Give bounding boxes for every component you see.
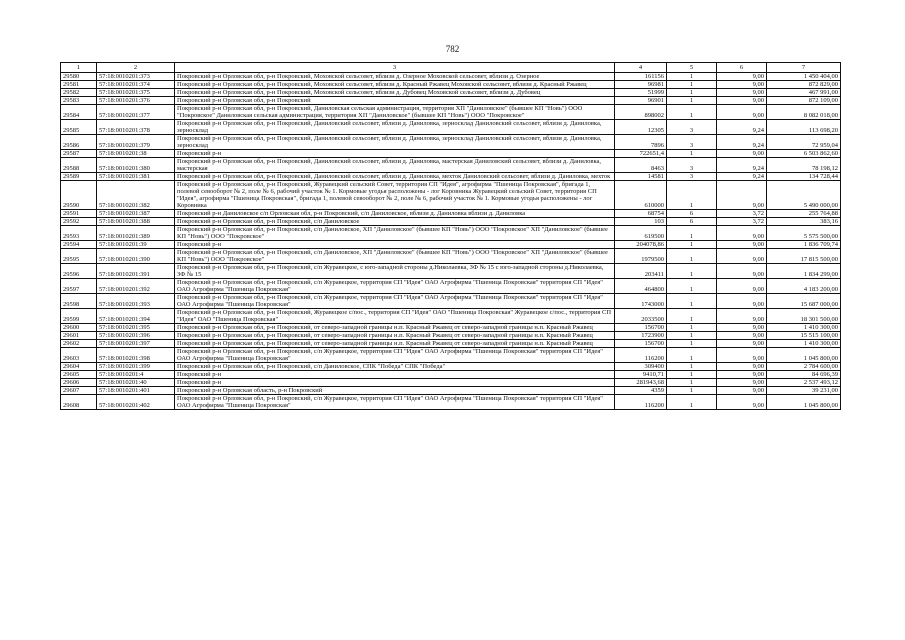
parcel-area: 51999 <box>615 89 667 97</box>
row-number: 29601 <box>61 332 97 340</box>
parcel-description: Покровский р-н Орловская обл, р-н Покровский, от северо-западной границы н.п. Красный Ржавец от северо-западной границы н.п. Красный Ржавец <box>175 324 615 332</box>
rate-value: 3,72 <box>717 218 767 226</box>
parcel-description: Покровский р-н Орловская обл, р-н Покровский, с/п Журавецкое, территория СП "Идея" ОАО Агрофирма "Пшеница Покровская" территория СП "Идея" ОАО Агрофирма "Пшеница Покровская" <box>175 279 615 294</box>
table-row <box>61 371 841 379</box>
parcel-area: 610000 <box>615 181 667 210</box>
cadastral-value: 15 687 000,00 <box>767 294 841 309</box>
parcel-area: 7896 <box>615 135 667 150</box>
table-row <box>61 181 841 210</box>
table-row <box>61 379 841 387</box>
table-row <box>61 241 841 249</box>
row-number: 29580 <box>61 73 97 81</box>
cadastral-value: 15 515 100,00 <box>767 332 841 340</box>
table-row <box>61 89 841 97</box>
table-row <box>61 97 841 105</box>
parcel-description: Покровский р-н Орловская обл, р-н Покровский, Моховской сельсовет, вблизи д. Озерное Моховской сельсовет, вблизи д. Озерное <box>175 73 615 81</box>
row-number: 29591 <box>61 210 97 218</box>
parcel-area: 156700 <box>615 340 667 348</box>
parcel-area: 103 <box>615 218 667 226</box>
table-row <box>61 395 841 410</box>
table-row <box>61 279 841 294</box>
parcel-area: 203411 <box>615 264 667 279</box>
category-code: 1 <box>667 89 717 97</box>
cadastral-number: 57:18:0010201:391 <box>97 264 175 279</box>
header-cell: 6 <box>717 63 767 73</box>
parcel-description: Покровский р-н Орловская обл, р-н Покровский, с/п Журавецкое, территория СП "Идея" ОАО Агрофирма "Пшеница Покровская" территория СП "Идея" ОАО Агрофирма "Пшеница Покровская" <box>175 294 615 309</box>
cadastral-value: 255 764,88 <box>767 210 841 218</box>
cadastral-number: 57:18:0010201:388 <box>97 218 175 226</box>
parcel-description: Покровский р-н Орловская обл, р-н Покровский, Даниловская сельская администрация, территория ХП "Даниловское" (бывшее КП "Новь") ООО "Покровское" Даниловская сельская администрация, территория ХП "Даниловское" (бывшее КП "Новь") ООО "Покровское" <box>175 105 615 120</box>
table-row <box>61 105 841 120</box>
table-row <box>61 73 841 81</box>
cadastral-number: 57:18:0010201:402 <box>97 395 175 410</box>
cadastral-number: 57:18:0010201:389 <box>97 226 175 241</box>
cadastral-number: 57:18:0010201:387 <box>97 210 175 218</box>
cadastral-number: 57:18:0010201:399 <box>97 363 175 371</box>
cadastral-number: 57:18:0010201:375 <box>97 89 175 97</box>
cadastral-value: 1 834 299,00 <box>767 264 841 279</box>
rate-value: 9,00 <box>717 150 767 158</box>
row-number: 29600 <box>61 324 97 332</box>
parcel-area: 4359 <box>615 387 667 395</box>
parcel-description: Покровский р-н Даниловское с/п Орловская обл, р-н Покровский, с/п Даниловское, вблизи д. Даниловка вблизи д. Даниловка <box>175 210 615 218</box>
parcel-area: 8463 <box>615 158 667 173</box>
parcel-description: Покровский р-н Орловская обл, р-н Покровский, с/п Журавецкое, территория СП "Идея" ОАО Агрофирма "Пшеница Покровская" территория СП "Идея" ОАО Агрофирма "Пшеница Покровская" <box>175 348 615 363</box>
table-row <box>61 173 841 181</box>
rate-value: 9,00 <box>717 89 767 97</box>
row-number: 29607 <box>61 387 97 395</box>
cadastral-value: 8 082 018,00 <box>767 105 841 120</box>
row-number: 29597 <box>61 279 97 294</box>
parcel-area: 116200 <box>615 395 667 410</box>
category-code: 1 <box>667 379 717 387</box>
rate-value: 9,00 <box>717 249 767 264</box>
parcel-area: 1723900 <box>615 332 667 340</box>
parcel-description: Покровский р-н Орловская обл, р-н Покровский, от северо-западной границы н.п. Красный Ржавец от северо-западной границы н.п. Красный Ржавец <box>175 340 615 348</box>
rate-value: 9,00 <box>717 264 767 279</box>
cadastral-number: 57:18:0010201:38 <box>97 150 175 158</box>
category-code: 1 <box>667 363 717 371</box>
row-number: 29604 <box>61 363 97 371</box>
category-code: 1 <box>667 395 717 410</box>
parcel-description: Покровский р-н Орловская обл, р-н Покровский, Даниловский сельсовет, вблизи д. Даниловка, зерносклад Даниловский сельсовет, вблизи д. Даниловка, зерносклад <box>175 135 615 150</box>
parcel-description: Покровский р-н Орловская обл, р-н Покровский, Журавецкий сельский Совет, территория СП "Идея", агрофирма "Пшеница Покровская", бригада 1, полевой севооборот № 2, поле № 6, рабочий участок № 1. Кормовые угодья расположены - лог Коровника Журавецкий сельский Совет, территория СП "Идея", агрофирма "Пшеница Покровская", бригада 1, полевой севооборот № 2, поле № 6, рабочий участок № 1. Кормовые угодья расположены - лог Коровника <box>175 181 615 210</box>
cadastral-number: 57:18:0010201:396 <box>97 332 175 340</box>
header-cell: 7 <box>767 63 841 73</box>
cadastral-number: 57:18:0010201:390 <box>97 249 175 264</box>
cadastral-number: 57:18:0010201:398 <box>97 348 175 363</box>
category-code: 1 <box>667 348 717 363</box>
cadastral-value: 872 829,00 <box>767 81 841 89</box>
cadastral-number: 57:18:0010201:39 <box>97 241 175 249</box>
row-number: 29592 <box>61 218 97 226</box>
row-number: 29587 <box>61 150 97 158</box>
parcel-area: 1743000 <box>615 294 667 309</box>
parcel-area: 204078,86 <box>615 241 667 249</box>
cadastral-number: 57:18:0010201:397 <box>97 340 175 348</box>
row-number: 29586 <box>61 135 97 150</box>
cadastral-number: 57:18:0010201:376 <box>97 97 175 105</box>
parcel-area: 161156 <box>615 73 667 81</box>
cadastral-number: 57:18:0010201:401 <box>97 387 175 395</box>
row-number: 29608 <box>61 395 97 410</box>
cadastral-value: 1 410 300,00 <box>767 324 841 332</box>
parcel-description: Покровский р-н Орловская обл, р-н Покровский, Журавецкое с/пос., территория СП "Идея" ОАО "Пшеница Покровская" Журавецкое с/пос., территория СП "Идея" ОАО "Пшеница Покровская" <box>175 309 615 324</box>
parcel-description: Покровский р-н Орловская обл, р-н Покровский, с/п Даниловское, ХП "Даниловское" (бывшее КП "Новь") ООО "Покровское" ХП "Даниловское" (бывшее КП "Новь") ООО "Покровское" <box>175 249 615 264</box>
category-code: 1 <box>667 387 717 395</box>
cadastral-value: 2 784 600,00 <box>767 363 841 371</box>
header-cell: 1 <box>61 63 97 73</box>
rate-value: 9,00 <box>717 226 767 241</box>
cadastral-value: 872 109,00 <box>767 97 841 105</box>
parcel-area: 1979500 <box>615 249 667 264</box>
header-cell: 2 <box>97 63 175 73</box>
parcel-area: 281943,68 <box>615 379 667 387</box>
row-number: 29598 <box>61 294 97 309</box>
parcel-description: Покровский р-н Орловская обл, р-н Покровский, Даниловский сельсовет, вблизи д. Даниловка, зерносклад Даниловский сельсовет, вблизи д. Даниловка, зерносклад <box>175 120 615 135</box>
parcel-description: Покровский р-н <box>175 241 615 249</box>
row-number: 29594 <box>61 241 97 249</box>
table-row <box>61 226 841 241</box>
row-number: 29581 <box>61 81 97 89</box>
parcel-area: 156700 <box>615 324 667 332</box>
cadastral-value: 5 490 000,00 <box>767 181 841 210</box>
parcel-description: Покровский р-н Орловская обл, р-н Покровский, Моховской сельсовет, вблизи д. Дубовец Моховской сельсовет, вблизи д. Дубовец <box>175 89 615 97</box>
table-row <box>61 324 841 332</box>
category-code: 1 <box>667 97 717 105</box>
parcel-description: Покровский р-н <box>175 150 615 158</box>
rate-value: 9,00 <box>717 181 767 210</box>
category-code: 3 <box>667 173 717 181</box>
category-code: 1 <box>667 73 717 81</box>
category-code: 1 <box>667 371 717 379</box>
table-row <box>61 363 841 371</box>
rate-value: 9,00 <box>717 379 767 387</box>
category-code: 1 <box>667 340 717 348</box>
cadastral-value: 1 450 404,00 <box>767 73 841 81</box>
category-code: 1 <box>667 150 717 158</box>
rate-value: 9,00 <box>717 387 767 395</box>
cadastral-number: 57:18:0010201:382 <box>97 181 175 210</box>
row-number: 29606 <box>61 379 97 387</box>
parcel-description: Покровский р-н <box>175 371 615 379</box>
cadastral-number: 57:18:0010201:394 <box>97 309 175 324</box>
parcel-description: Покровский р-н Орловская обл, р-н Покровский, с/п Даниловское, СПК "Победа" СПК "Победа" <box>175 363 615 371</box>
rate-value: 9,00 <box>717 294 767 309</box>
table-row <box>61 387 841 395</box>
cadastral-value: 5 575 500,00 <box>767 226 841 241</box>
table-row <box>61 249 841 264</box>
cadastral-number: 57:18:0010201:379 <box>97 135 175 150</box>
table-row <box>61 340 841 348</box>
cadastral-value: 383,16 <box>767 218 841 226</box>
page-number: 782 <box>445 44 460 54</box>
rate-value: 9,24 <box>717 173 767 181</box>
row-number: 29603 <box>61 348 97 363</box>
row-number: 29596 <box>61 264 97 279</box>
category-code: 1 <box>667 264 717 279</box>
category-code: 1 <box>667 241 717 249</box>
category-code: 1 <box>667 81 717 89</box>
cadastral-number: 57:18:0010201:381 <box>97 173 175 181</box>
parcel-area: 116200 <box>615 348 667 363</box>
parcel-area: 9410,71 <box>615 371 667 379</box>
row-number: 29605 <box>61 371 97 379</box>
header-cell: 5 <box>667 63 717 73</box>
cadastral-value: 1 045 800,00 <box>767 395 841 410</box>
parcel-description: Покровский р-н Орловская обл, р-н Покровский, с/п Журавецкое, с юго-западной стороны д.Николаевка, ЗФ № 15 с юго-западной стороны д.Николаевка, ЗФ № 15 <box>175 264 615 279</box>
category-code: 6 <box>667 218 717 226</box>
parcel-area: 12305 <box>615 120 667 135</box>
cadastral-number: 57:18:0010201:373 <box>97 73 175 81</box>
rate-value: 9,00 <box>717 241 767 249</box>
parcel-area: 2033500 <box>615 309 667 324</box>
parcel-area: 96981 <box>615 81 667 89</box>
parcel-description: Покровский р-н <box>175 379 615 387</box>
rate-value: 9,24 <box>717 158 767 173</box>
category-code: 1 <box>667 309 717 324</box>
parcel-description: Покровский р-н Орловская обл, р-н Покровский, Моховской сельсовет, вблизи д. Красный Ржавец Моховской сельсовет, вблизи д. Красный Ржавец <box>175 81 615 89</box>
rate-value: 9,00 <box>717 348 767 363</box>
category-code: 3 <box>667 120 717 135</box>
cadastral-number: 57:18:0010201:4 <box>97 371 175 379</box>
table-row <box>61 332 841 340</box>
cadastral-value: 17 815 500,00 <box>767 249 841 264</box>
register-table <box>60 62 841 410</box>
cadastral-value: 1 410 300,00 <box>767 340 841 348</box>
table-row <box>61 150 841 158</box>
cadastral-number: 57:18:0010201:378 <box>97 120 175 135</box>
parcel-area: 722651,4 <box>615 150 667 158</box>
table-row <box>61 264 841 279</box>
parcel-area: 619500 <box>615 226 667 241</box>
register-table-body <box>61 63 841 410</box>
category-code: 1 <box>667 332 717 340</box>
cadastral-number: 57:18:0010201:40 <box>97 379 175 387</box>
cadastral-value: 84 696,39 <box>767 371 841 379</box>
row-number: 29590 <box>61 181 97 210</box>
rate-value: 9,00 <box>717 332 767 340</box>
rate-value: 9,00 <box>717 371 767 379</box>
row-number: 29599 <box>61 309 97 324</box>
row-number: 29584 <box>61 105 97 120</box>
category-code: 1 <box>667 249 717 264</box>
parcel-area: 14581 <box>615 173 667 181</box>
category-code: 1 <box>667 324 717 332</box>
rate-value: 9,00 <box>717 105 767 120</box>
table-row <box>61 210 841 218</box>
category-code: 1 <box>667 181 717 210</box>
rate-value: 9,00 <box>717 81 767 89</box>
parcel-area: 96901 <box>615 97 667 105</box>
parcel-description: Покровский р-н Орловская обл, р-н Покровский, от северо-западной границы н.п. Красный Ржавец от северо-западной границы н.п. Красный Ржавец <box>175 332 615 340</box>
row-number: 29602 <box>61 340 97 348</box>
cadastral-value: 72 959,04 <box>767 135 841 150</box>
category-code: 1 <box>667 105 717 120</box>
header-cell: 4 <box>615 63 667 73</box>
parcel-area: 464800 <box>615 279 667 294</box>
category-code: 1 <box>667 279 717 294</box>
cadastral-number: 57:18:0010201:380 <box>97 158 175 173</box>
parcel-description: Покровский р-н Орловская обл, р-н Покровский, с/п Даниловское, ХП "Даниловское" (бывшее КП "Новь") ООО "Покровское" ХП "Даниловское" (бывшее КП "Новь") ООО "Покровское" <box>175 226 615 241</box>
category-code: 6 <box>667 210 717 218</box>
table-row <box>61 135 841 150</box>
cadastral-value: 39 231,00 <box>767 387 841 395</box>
row-number: 29588 <box>61 158 97 173</box>
parcel-area: 68754 <box>615 210 667 218</box>
header-cell: 3 <box>175 63 615 73</box>
category-code: 3 <box>667 158 717 173</box>
cadastral-value: 1 045 800,00 <box>767 348 841 363</box>
table-row <box>61 81 841 89</box>
rate-value: 9,24 <box>717 120 767 135</box>
table-row <box>61 309 841 324</box>
table-row <box>61 158 841 173</box>
cadastral-value: 1 836 709,74 <box>767 241 841 249</box>
rate-value: 3,72 <box>717 210 767 218</box>
rate-value: 9,00 <box>717 395 767 410</box>
cadastral-number: 57:18:0010201:377 <box>97 105 175 120</box>
table-row <box>61 218 841 226</box>
category-code: 1 <box>667 294 717 309</box>
parcel-description: Покровский р-н Орловская обл, р-н Покровский, с/п Журавецкое, территория СП "Идея" ОАО Агрофирма "Пшеница Покровская" территория СП "Идея" ОАО Агрофирма "Пшеница Покровская" <box>175 395 615 410</box>
rate-value: 9,00 <box>717 363 767 371</box>
cadastral-value: 113 698,20 <box>767 120 841 135</box>
parcel-description: Покровский р-н Орловская область, р-н Покровский <box>175 387 615 395</box>
cadastral-value: 4 183 200,00 <box>767 279 841 294</box>
cadastral-number: 57:18:0010201:374 <box>97 81 175 89</box>
cadastral-value: 2 537 493,12 <box>767 379 841 387</box>
row-number: 29583 <box>61 97 97 105</box>
category-code: 3 <box>667 135 717 150</box>
parcel-area: 898002 <box>615 105 667 120</box>
table-row <box>61 294 841 309</box>
header-row <box>61 63 841 73</box>
rate-value: 9,24 <box>717 135 767 150</box>
parcel-description: Покровский р-н Орловская обл, р-н Покровский, Даниловский сельсовет, вблизи д. Даниловка, мастерская Даниловский сельсовет, вблизи д. Даниловка, мастерская <box>175 158 615 173</box>
rate-value: 9,00 <box>717 324 767 332</box>
cadastral-number: 57:18:0010201:393 <box>97 294 175 309</box>
cadastral-value: 134 728,44 <box>767 173 841 181</box>
cadastral-value: 6 503 862,60 <box>767 150 841 158</box>
table-row <box>61 348 841 363</box>
rate-value: 9,00 <box>717 97 767 105</box>
cadastral-number: 57:18:0010201:392 <box>97 279 175 294</box>
cadastral-value: 467 991,00 <box>767 89 841 97</box>
rate-value: 9,00 <box>717 279 767 294</box>
rate-value: 9,00 <box>717 340 767 348</box>
row-number: 29595 <box>61 249 97 264</box>
cadastral-value: 18 301 500,00 <box>767 309 841 324</box>
parcel-area: 309400 <box>615 363 667 371</box>
parcel-description: Покровский р-н Орловская обл, р-н Покровский, Даниловский сельсовет, вблизи д. Даниловка, мехток Даниловский сельсовет, вблизи д. Даниловка, мехток <box>175 173 615 181</box>
cadastral-value: 78 198,12 <box>767 158 841 173</box>
row-number: 29582 <box>61 89 97 97</box>
category-code: 1 <box>667 226 717 241</box>
table-row <box>61 120 841 135</box>
row-number: 29585 <box>61 120 97 135</box>
cadastral-number: 57:18:0010201:395 <box>97 324 175 332</box>
parcel-description: Покровский р-н Орловская обл, р-н Покровский, с/п Даниловское <box>175 218 615 226</box>
rate-value: 9,00 <box>717 309 767 324</box>
parcel-description: Покровский р-н Орловская обл, р-н Покровский <box>175 97 615 105</box>
row-number: 29593 <box>61 226 97 241</box>
rate-value: 9,00 <box>717 73 767 81</box>
row-number: 29589 <box>61 173 97 181</box>
